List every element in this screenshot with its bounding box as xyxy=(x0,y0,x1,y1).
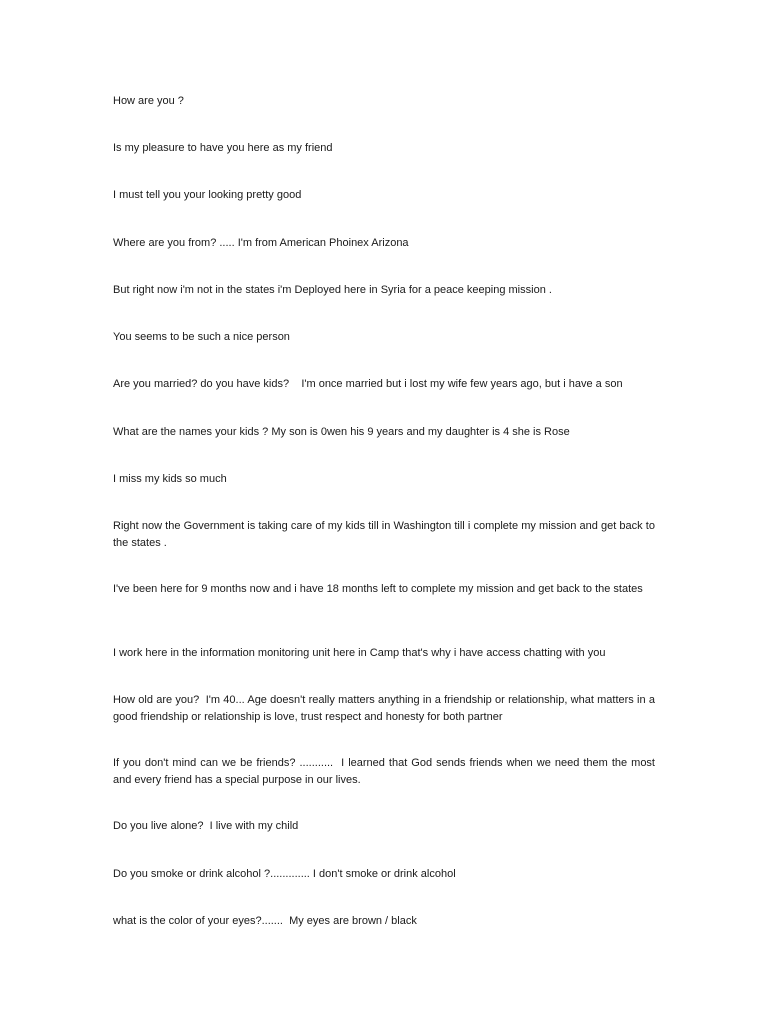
paragraph-11: I've been here for 9 months now and i have 18 months left to complete my mission and get back to the states xyxy=(113,583,643,595)
paragraph-9: I miss my kids so much xyxy=(113,473,227,485)
paragraph-13: How old are you? I'm 40... Age doesn't really matters anything in a friendship or relationship, what matters in a good friendship or relationship is love, trust respect and honesty for both partner xyxy=(113,694,659,723)
paragraph-5: But right now i'm not in the states i'm Deployed here in Syria for a peace keeping mission . xyxy=(113,284,552,296)
paragraph-16: Do you smoke or drink alcohol ?............. I don't smoke or drink alcohol xyxy=(113,868,456,880)
paragraph-2: Is my pleasure to have you here as my friend xyxy=(113,142,333,154)
paragraph-15: Do you live alone? I live with my child xyxy=(113,820,299,832)
paragraph-7: Are you married? do you have kids? I'm once married but i lost my wife few years ago, but i have a son xyxy=(113,378,623,390)
paragraph-10: Right now the Government is taking care of my kids till in Washington till i complete my mission and get back to the states . xyxy=(113,520,659,549)
paragraph-8: What are the names your kids ? My son is 0wen his 9 years and my daughter is 4 she is Rose xyxy=(113,426,570,438)
paragraph-12: I work here in the information monitoring unit here in Camp that's why i have access chatting with you xyxy=(113,647,606,659)
paragraph-3: I must tell you your looking pretty good xyxy=(113,189,302,201)
paragraph-17: what is the color of your eyes?....... My eyes are brown / black xyxy=(113,915,417,927)
paragraph-14: If you don't mind can we be friends? ........... I learned that God sends friends when we need them the most and every friend has a special purpose in our lives. xyxy=(113,757,659,786)
paragraph-1: How are you ? xyxy=(113,95,184,107)
paragraph-4: Where are you from? ..... I'm from American Phoinex Arizona xyxy=(113,237,409,249)
paragraph-6: You seems to be such a nice person xyxy=(113,331,290,343)
